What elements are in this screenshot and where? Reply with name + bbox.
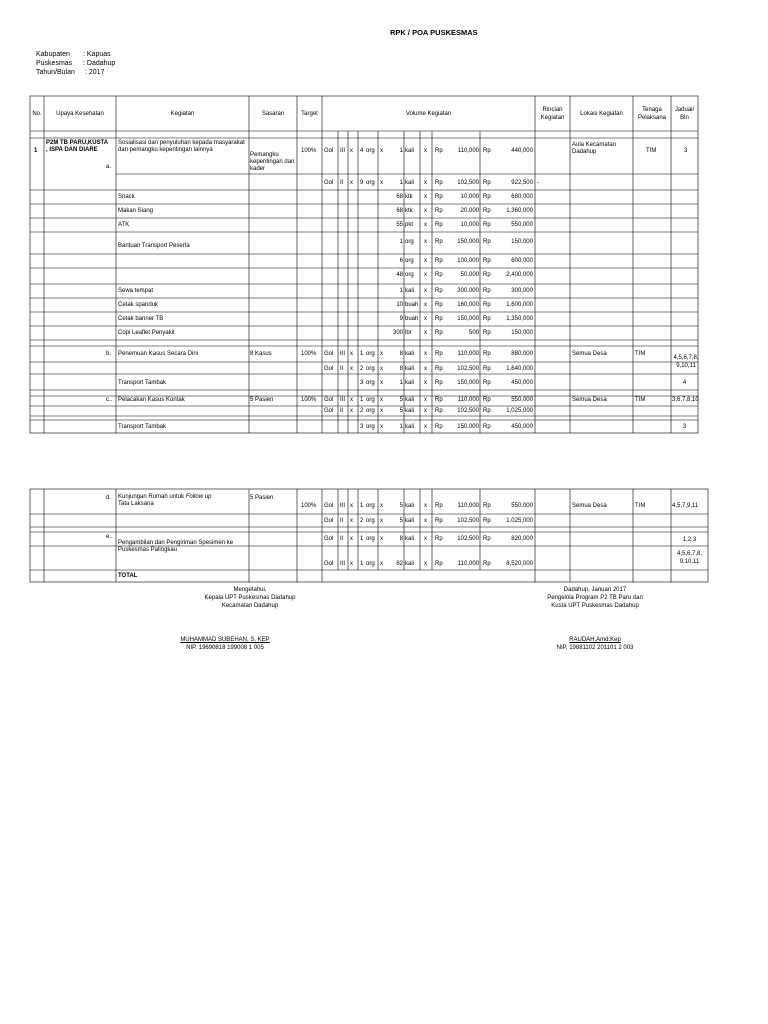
qty-unit: kali (405, 397, 415, 403)
gol-label: Gol (324, 561, 334, 567)
currency: Rp (483, 380, 491, 386)
total: 550,000 (511, 503, 533, 509)
item-a-target: 100% (301, 148, 317, 154)
qty-unit: buah (405, 316, 419, 322)
sign-right-line3: Kusta UPT Puskesmas Dadahup (551, 603, 639, 609)
mult: x (380, 536, 383, 542)
item-e-jadwal-1: 1,2,3 (682, 537, 697, 543)
qty: 5 (399, 408, 403, 414)
currency: Rp (435, 316, 443, 322)
total: 1,640,000 (506, 366, 533, 372)
page-title: RPK / POA PUSKESMAS (390, 28, 478, 37)
currency: Rp (483, 518, 491, 524)
item-label: Cetak spanduk (118, 302, 159, 308)
qty: 5 (399, 503, 403, 509)
item-c-lokasi: Semua Desa (572, 397, 607, 403)
currency: Rp (435, 239, 443, 245)
item-d-tenaga: TIM (635, 503, 646, 509)
item-c-sasaran: 5 Pasien (250, 397, 274, 403)
mult: x (380, 424, 383, 430)
currency: Rp (435, 222, 443, 228)
unit: org (366, 180, 375, 186)
qty-unit: kali (405, 518, 415, 524)
mult: x (350, 518, 353, 524)
mult: x (424, 366, 427, 372)
qty: 8 (399, 366, 403, 372)
unit-price: 110,000 (457, 351, 479, 357)
header-kegiatan: Kegiatan (170, 111, 195, 117)
mult: x (380, 148, 383, 154)
total: 880,000 (511, 351, 533, 357)
gol-label: Gol (324, 180, 334, 186)
sign-right-nip: NIP. 19881102 201101 2 003 (556, 645, 634, 651)
item-d-sasaran: 5 Pasien (250, 495, 274, 501)
unit: org (366, 366, 375, 372)
unit-price: 50,000 (460, 272, 479, 278)
header-rincian: Rincian Kegiatan (540, 107, 565, 121)
currency: Rp (483, 366, 491, 372)
qty: 82 (396, 561, 403, 567)
unit: org (366, 397, 375, 403)
total: 600,000 (511, 258, 533, 264)
item-a-jadwal: 3 (684, 148, 688, 154)
total: 150,000 (511, 239, 533, 245)
gol-label: Gol (324, 503, 334, 509)
sign-right-name: RAUDAH,Amd.Kep (569, 637, 621, 643)
item-e-jadwal-2: 4,5,6,7,8, 9,10,11 (676, 551, 703, 565)
persons: 4 (360, 148, 364, 154)
currency: Rp (435, 302, 443, 308)
item-e-desc: Pengambilan dan Pengiriman Spesimen ke Puskesmas Palingkau (118, 540, 234, 553)
item-label: Sewa tempat (118, 288, 154, 294)
qty-unit: org (405, 272, 414, 278)
qty-unit: kali (405, 180, 415, 186)
currency: Rp (483, 351, 491, 357)
qty: 1 (399, 148, 403, 154)
sign-left-line3: Kecamatan Dadahup (221, 603, 279, 609)
qty-unit: org (405, 239, 414, 245)
dash: - (537, 180, 539, 186)
item-d-target: 100% (301, 503, 317, 509)
unit-price: 100,000 (457, 258, 479, 264)
currency: Rp (435, 503, 443, 509)
item-c-target: 100% (301, 397, 317, 403)
currency: Rp (435, 380, 443, 386)
currency: Rp (483, 302, 491, 308)
qty: 55 (396, 222, 403, 228)
qty-unit: org (405, 258, 414, 264)
header-tenaga: Tenaga Pelaksana (637, 107, 667, 121)
unit-price: 102,500 (457, 518, 479, 524)
unit: org (366, 503, 375, 509)
unit-price: 150,000 (457, 239, 479, 245)
currency: Rp (483, 408, 491, 414)
currency: Rp (483, 397, 491, 403)
tahun-label: Tahun/Bulan (36, 69, 75, 76)
gol-label: Gol (324, 536, 334, 542)
puskesmas-label: Puskesmas (36, 60, 73, 67)
total: 2,400,000 (506, 272, 533, 278)
currency: Rp (435, 148, 443, 154)
transport-jadwal: 3 (682, 424, 687, 430)
mult: x (380, 351, 383, 357)
mult: x (424, 330, 427, 336)
total: 300,000 (511, 288, 533, 294)
total: 450,000 (511, 380, 533, 386)
mult: x (424, 148, 427, 154)
mult: x (424, 194, 427, 200)
currency: Rp (435, 272, 443, 278)
header-volume: Volume Kegiatan (405, 111, 452, 117)
item-c-label: c.. (106, 397, 113, 403)
mult: x (424, 272, 427, 278)
mult: x (424, 258, 427, 264)
total: 1,350,000 (506, 316, 533, 322)
sign-left-nip: NIP. 19690818 199008 1 005 (186, 645, 264, 651)
transport-label: Transport Tambak (118, 424, 167, 430)
currency: Rp (435, 408, 443, 414)
unit: org (366, 148, 375, 154)
unit: org (366, 536, 375, 542)
header-no: No. (32, 111, 42, 117)
mult: x (350, 561, 353, 567)
total: 550,000 (511, 397, 533, 403)
mult: x (424, 222, 427, 228)
mult: x (380, 518, 383, 524)
gol-label: Gol (324, 518, 334, 524)
unit-price: 10,000 (460, 194, 479, 200)
mult: x (424, 351, 427, 357)
item-b-tenaga: TIM (635, 351, 646, 357)
unit-price: 20,000 (460, 208, 479, 214)
gol-label: Gol (324, 366, 334, 372)
qty: 48 (396, 272, 403, 278)
currency: Rp (435, 351, 443, 357)
persons: 9 (360, 180, 364, 186)
currency: Rp (483, 503, 491, 509)
currency: Rp (483, 330, 491, 336)
mult: x (380, 380, 383, 386)
item-b-desc: Penemuan Kasus Secara Dini (118, 351, 199, 357)
mult: x (424, 302, 427, 308)
currency: Rp (483, 148, 491, 154)
total: 550,000 (511, 222, 533, 228)
item-c-tenaga: TIM (635, 397, 646, 403)
unit-price: 110,000 (457, 148, 479, 154)
persons: 3 (360, 424, 364, 430)
qty: 9 (399, 316, 403, 322)
item-a-desc: Sosialisasi dan penyuluhan kepada masyarakat dan pemangku kepentingan lainnya (118, 140, 245, 153)
persons: 3 (360, 380, 364, 386)
header-lokasi: Lokasi Kegiatan (580, 111, 623, 117)
unit-price: 110,000 (457, 397, 479, 403)
item-e-label: e.. (106, 534, 113, 540)
currency: Rp (435, 366, 443, 372)
unit: org (366, 380, 375, 386)
currency: Rp (483, 272, 491, 278)
item-label: Makan Siang (118, 208, 154, 214)
mult: x (424, 239, 427, 245)
gol-rank: III (340, 351, 346, 357)
mult: x (350, 180, 353, 186)
unit-price: 10,000 (460, 222, 479, 228)
mult: x (424, 316, 427, 322)
total: 440,000 (511, 148, 533, 154)
unit-price: 500 (468, 330, 479, 336)
persons: 1 (360, 536, 364, 542)
kabupaten-label: Kabupaten (36, 51, 70, 58)
item-a-sasaran: Pemangku kepentingan dan kader (250, 152, 295, 172)
total: 1,360,000 (506, 208, 533, 214)
mult: x (424, 380, 427, 386)
qty-unit: kali (405, 351, 415, 357)
qty: 1 (399, 380, 403, 386)
item-a-tenaga: TIM (646, 148, 657, 154)
item-b-label: b. (106, 351, 112, 357)
header-upaya: Upaya Kesehatan (56, 111, 104, 117)
unit: org (366, 561, 375, 567)
mult: x (424, 408, 427, 414)
item-a-lokasi: Aula Kecamatan Dadahup (572, 142, 617, 155)
currency: Rp (483, 536, 491, 542)
qty: 1 (399, 239, 403, 245)
mult: x (424, 424, 427, 430)
currency: Rp (435, 288, 443, 294)
gol-rank: III (340, 397, 346, 403)
mult: x (350, 351, 353, 357)
mult: x (350, 397, 353, 403)
currency: Rp (483, 561, 491, 567)
currency: Rp (483, 180, 491, 186)
currency: Rp (483, 424, 491, 430)
total: 150,000 (511, 330, 533, 336)
qty-unit: kali (405, 380, 415, 386)
item-label: Cetak banner TB (118, 316, 164, 322)
qty-unit: lbr (405, 330, 412, 336)
sign-left-name: MUHAMMAD SUBEHAN, S. KEP (180, 637, 270, 643)
item-c-jadwal: 3,6,7,8,10 (672, 397, 699, 403)
currency: Rp (483, 194, 491, 200)
total: 922,500 (511, 180, 533, 186)
mult: x (424, 397, 427, 403)
mult: x (350, 408, 353, 414)
currency: Rp (435, 330, 443, 336)
unit-price: 110,000 (457, 561, 479, 567)
unit-price: 102,500 (457, 366, 479, 372)
sign-left-line2: Kepala UPT Puskesmas Dadahup (204, 595, 296, 601)
item-b-jadwal: 4,5,6,7,8, 9,10,11 (673, 355, 699, 369)
mult: x (350, 503, 353, 509)
persons: 1 (360, 397, 364, 403)
gol-label: Gol (324, 148, 334, 154)
unit-price: 160,000 (457, 302, 479, 308)
item-b-sasaran: 8 Kasus (250, 351, 272, 357)
item-a-label: a. (106, 164, 112, 170)
sign-right-line1: Dadahup, Januari 2017 (563, 587, 627, 593)
mult: x (380, 503, 383, 509)
sign-left-line1: Mengetahui, (233, 587, 267, 593)
transport-label: Transport Tambak (118, 380, 167, 386)
qty-unit: kali (405, 148, 415, 154)
currency: Rp (435, 208, 443, 214)
gol-rank: II (340, 408, 344, 414)
item-d-lokasi: Semua Desa (572, 503, 607, 509)
unit-price: 150,000 (457, 380, 479, 386)
mult: x (350, 366, 353, 372)
qty: 300 (392, 330, 403, 336)
item-d-label: d. (106, 495, 112, 501)
transport-jadwal: 4 (682, 380, 687, 386)
unit-price: 150,000 (457, 316, 479, 322)
item-d-desc: Kunjungan Rumah untuk Follow up Tata Laksana (118, 494, 212, 507)
qty-unit: kali (405, 366, 415, 372)
item-label: Snack (118, 194, 135, 200)
item-c-desc: Pelacakan Kasus Kontak (118, 397, 185, 403)
gol-rank: III (340, 503, 346, 509)
currency: Rp (435, 397, 443, 403)
persons: 2 (360, 408, 364, 414)
header-jadwal: Jadual/ Bln (674, 107, 695, 121)
mult: x (380, 408, 383, 414)
qty: 8 (399, 536, 403, 542)
mult: x (424, 561, 427, 567)
gol-rank: II (340, 518, 344, 524)
mult: x (380, 397, 383, 403)
mult: x (380, 180, 383, 186)
item-b-lokasi: Semua Desa (572, 351, 607, 357)
item-d-jadwal: 4,5,7,9,11 (672, 503, 699, 509)
currency: Rp (435, 561, 443, 567)
currency: Rp (483, 258, 491, 264)
unit-price: 300,000 (457, 288, 479, 294)
gol-rank: II (340, 366, 344, 372)
qty: 5 (399, 518, 403, 524)
persons: 1 (360, 561, 364, 567)
total: 450,000 (511, 424, 533, 430)
header-target: Target (301, 111, 318, 117)
gol-rank: III (340, 561, 346, 567)
qty-unit: kali (405, 561, 415, 567)
qty-unit: ktk (405, 208, 413, 214)
item-label: ATK (118, 222, 130, 228)
unit: org (366, 351, 375, 357)
mult: x (350, 148, 353, 154)
qty: 68 (396, 208, 403, 214)
mult: x (380, 366, 383, 372)
gol-label: Gol (324, 408, 334, 414)
mult: x (424, 536, 427, 542)
mult: x (424, 180, 427, 186)
qty-unit: kali (405, 536, 415, 542)
item-b-target: 100% (301, 351, 317, 357)
currency: Rp (435, 536, 443, 542)
qty: 5 (399, 397, 403, 403)
sign-right-line2: Pengelola Program P2 TB Paru dan (547, 595, 643, 601)
total-label: TOTAL (118, 573, 138, 579)
gol-label: Gol (324, 397, 334, 403)
mult: x (424, 518, 427, 524)
unit-price: 102,500 (457, 408, 479, 414)
mult: x (424, 288, 427, 294)
qty: 1 (399, 180, 403, 186)
persons: 2 (360, 366, 364, 372)
row-number: 1 (34, 148, 38, 154)
mult: x (424, 503, 427, 509)
unit-price: 102,500 (457, 536, 479, 542)
mult: x (350, 536, 353, 542)
total: 8,520,000 (506, 561, 533, 567)
currency: Rp (483, 222, 491, 228)
unit-price: 110,000 (457, 503, 479, 509)
gol-rank: II (340, 180, 344, 186)
gol-label: Gol (324, 351, 334, 357)
qty: 6 (399, 258, 403, 264)
tahun-value: : 2017 (85, 69, 105, 76)
currency: Rp (435, 180, 443, 186)
currency: Rp (435, 518, 443, 524)
currency: Rp (483, 208, 491, 214)
upaya-name: P2M TB PARU,KUSTA , ISPA DAN DIARE (46, 140, 108, 153)
gol-rank: II (340, 536, 344, 542)
mult: x (424, 208, 427, 214)
puskesmas-value: : Dadahup (83, 60, 116, 67)
currency: Rp (483, 316, 491, 322)
qty-unit: pkt (405, 222, 414, 228)
currency: Rp (435, 424, 443, 430)
qty: 8 (399, 351, 403, 357)
total: 820,000 (511, 536, 533, 542)
currency: Rp (483, 239, 491, 245)
mult: x (380, 561, 383, 567)
qty: 68 (396, 194, 403, 200)
total: 1,025,000 (506, 408, 533, 414)
qty: 10 (396, 302, 403, 308)
qty-unit: buah (405, 302, 419, 308)
currency: Rp (435, 258, 443, 264)
persons: 1 (360, 503, 364, 509)
qty-unit: ktk (405, 194, 413, 200)
qty: 1 (399, 424, 403, 430)
kabupaten-value: : Kapuas (83, 51, 111, 58)
qty-unit: kali (405, 408, 415, 414)
header-sasaran: Sasaran (261, 111, 285, 117)
unit-price: 102,500 (457, 180, 479, 186)
item-label: Bantuan Transport Peserta (118, 243, 190, 249)
unit: org (366, 518, 375, 524)
unit: org (366, 408, 375, 414)
qty-unit: kali (405, 503, 415, 509)
total: 680,000 (511, 194, 533, 200)
total: 1,025,000 (506, 518, 533, 524)
unit-price: 150,000 (457, 424, 479, 430)
currency: Rp (435, 194, 443, 200)
unit: org (366, 424, 375, 430)
persons: 2 (360, 518, 364, 524)
gol-rank: III (340, 148, 346, 154)
currency: Rp (483, 288, 491, 294)
qty-unit: kali (405, 424, 415, 430)
total: 1,600,000 (506, 302, 533, 308)
qty: 1 (399, 288, 403, 294)
qty-unit: kali (405, 288, 415, 294)
persons: 1 (360, 351, 364, 357)
item-label: Copi Leaflet Penyakit (118, 330, 175, 336)
